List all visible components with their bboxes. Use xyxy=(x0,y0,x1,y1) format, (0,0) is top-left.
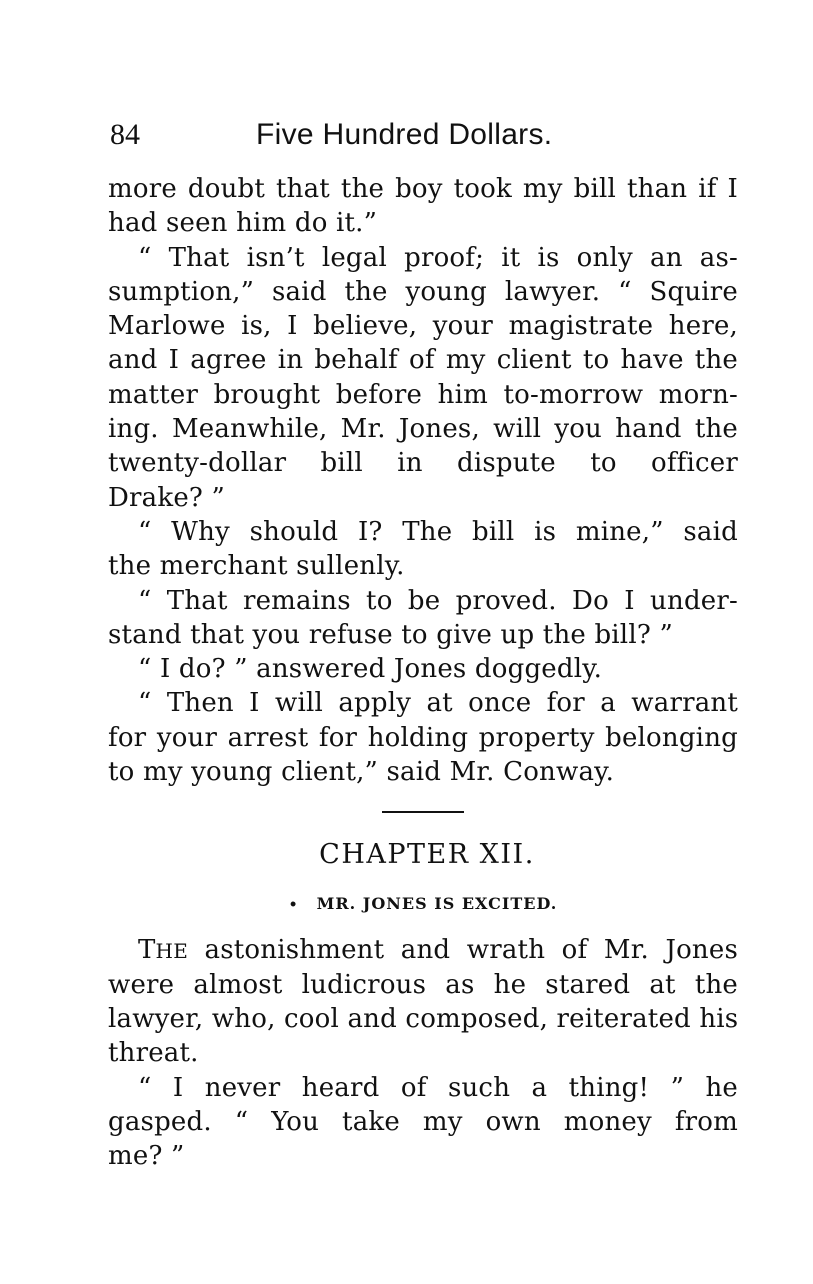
text-line: “ I do? ” answered Jones doggedly. xyxy=(138,654,603,685)
text-line: “ That isn’t legal proof; it is only an as- xyxy=(138,242,738,273)
chapter-heading: CHAPTER XII. xyxy=(319,839,535,871)
text-after-chapter xyxy=(108,968,738,1174)
chapter-subtitle xyxy=(108,881,738,927)
text-line: “ That remains to be proved. Do I under- xyxy=(138,585,738,616)
section-divider xyxy=(108,789,738,829)
opening-small-caps: HE xyxy=(155,939,188,964)
text-line: Drake? ” xyxy=(108,482,226,513)
text-line: for your arrest for holding property belonging xyxy=(108,722,738,753)
text-line: matter brought before him to-morrow morn- xyxy=(108,379,738,410)
text-line: to my young client,” said Mr. Conway. xyxy=(108,757,615,788)
text-line: ing. Meanwhile, Mr. Jones, will you hand the xyxy=(108,414,738,445)
page-number: 84 xyxy=(110,118,140,151)
subtitle-mark: • xyxy=(288,897,299,914)
text-line: threat. xyxy=(108,1038,199,1069)
opening-line-text: astonishment and wrath of Mr. Jones xyxy=(188,935,738,966)
text-line: lawyer, who, cool and composed, reiterated his xyxy=(108,1003,739,1034)
chapter-opening-line xyxy=(108,933,738,967)
text-before-chapter xyxy=(108,172,738,789)
text-line: were almost ludicrous as he stared at the xyxy=(108,969,738,1000)
text-line: “ Why should I? The bill is mine,” said xyxy=(138,516,738,547)
page-body xyxy=(108,172,738,1173)
opening-capital: T xyxy=(138,935,156,966)
text-line: the merchant sullenly. xyxy=(108,551,405,582)
page-header xyxy=(108,118,738,162)
text-line: and I agree in behalf of my client to have the xyxy=(108,345,738,376)
chapter-subtitle-text: MR. JONES IS EXCITED. xyxy=(316,894,558,914)
text-line: twenty-dollar bill in dispute to officer xyxy=(108,448,738,479)
text-line: sumption,” said the young lawyer. “ Squire xyxy=(108,276,738,307)
running-title: Five Hundred Dollars. xyxy=(256,118,553,151)
text-line: stand that you refuse to give up the bill? ” xyxy=(108,619,673,650)
text-line: “ I never heard of such a thing! ” he xyxy=(138,1072,738,1103)
text-line: “ Then I will apply at once for a warrant xyxy=(138,688,738,719)
text-line: me? ” xyxy=(108,1141,185,1172)
text-line: more doubt that the boy took my bill than if I xyxy=(108,174,738,204)
text-line: Marlowe is, I believe, your magistrate here, xyxy=(108,311,738,342)
text-line: gasped. “ You take my own money from xyxy=(108,1106,738,1137)
text-line: had seen him do it.” xyxy=(108,208,378,239)
